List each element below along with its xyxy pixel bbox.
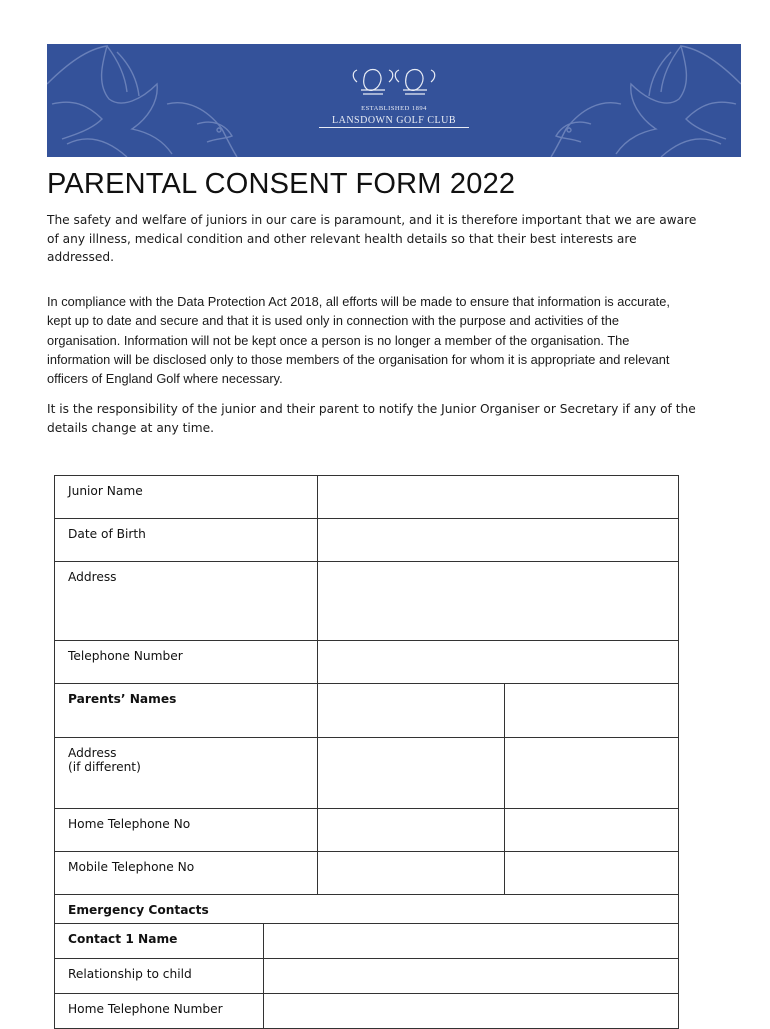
date-of-birth-field[interactable] — [318, 519, 679, 562]
griffin-decoration — [47, 44, 741, 157]
telephone-number-field[interactable] — [318, 641, 679, 684]
consent-form-table — [54, 475, 679, 1029]
established-text: ESTABLISHED 1894 — [361, 105, 427, 112]
relationship-to-child-label: Relationship to child — [55, 959, 264, 994]
junior-name-label: Junior Name — [55, 476, 318, 519]
parent-1-name-field[interactable] — [318, 684, 505, 738]
griffin-left-icon — [47, 46, 237, 157]
parent-1-address-field[interactable] — [318, 738, 505, 809]
page-title: PARENTAL CONSENT FORM 2022 — [47, 168, 516, 200]
club-name: LANSDOWN GOLF CLUB — [332, 115, 456, 126]
parent-2-home-phone-field[interactable] — [505, 809, 679, 852]
table-row — [55, 641, 679, 684]
parent-address-line2: (if different) — [68, 760, 141, 774]
table-row — [55, 959, 679, 994]
table-row — [55, 809, 679, 852]
responsibility-paragraph: It is the responsibility of the junior and their parent to notify the Junior Organiser or Secretary if any of the details change at any time. — [47, 402, 696, 435]
date-of-birth-label: Date of Birth — [55, 519, 318, 562]
welfare-paragraph: The safety and welfare of juniors in our care is paramount, and it is therefore important that we are aware of any illness, medical condition and other relevant health details so that their best interests are addressed. — [47, 213, 697, 264]
table-row — [55, 895, 679, 924]
griffin-right-icon — [551, 46, 741, 157]
home-telephone-number-label: Home Telephone Number — [55, 994, 264, 1029]
address-field[interactable] — [318, 562, 679, 641]
table-row — [55, 738, 679, 809]
contact-1-name-field[interactable] — [264, 924, 679, 959]
home-telephone-number-field[interactable] — [264, 994, 679, 1029]
telephone-number-label: Telephone Number — [55, 641, 318, 684]
mobile-telephone-no-label: Mobile Telephone No — [55, 852, 318, 895]
parent-1-home-phone-field[interactable] — [318, 809, 505, 852]
table-row — [55, 519, 679, 562]
parents-names-label: Parents’ Names — [55, 684, 318, 738]
junior-name-field[interactable] — [318, 476, 679, 519]
address-label: Address — [55, 562, 318, 641]
relationship-to-child-field[interactable] — [264, 959, 679, 994]
parent-2-mobile-field[interactable] — [505, 852, 679, 895]
table-row — [55, 994, 679, 1029]
header-banner — [47, 44, 741, 157]
parent-2-name-field[interactable] — [505, 684, 679, 738]
table-row — [55, 924, 679, 959]
parent-1-mobile-field[interactable] — [318, 852, 505, 895]
table-row — [55, 684, 679, 738]
table-row — [55, 562, 679, 641]
parent-address-label — [55, 738, 318, 809]
parent-2-address-field[interactable] — [505, 738, 679, 809]
contact-1-name-label: Contact 1 Name — [55, 924, 264, 959]
parent-address-line1: Address — [68, 746, 117, 760]
emergency-contacts-heading: Emergency Contacts — [55, 895, 679, 924]
table-row — [55, 852, 679, 895]
data-protection-paragraph: In compliance with the Data Protection Act 2018, all efforts will be made to ensure that information is accurate, kept up to date and secure and that it is used only in connection with the purpose and activities of the organisation. Information will not be kept once a person is no longer a member of the organisation. The information will be disclosed only to those members of the organisation for whom it is appropriate and relevant officers of England Golf where necessary. — [47, 294, 670, 387]
table-row — [55, 476, 679, 519]
home-telephone-no-label: Home Telephone No — [55, 809, 318, 852]
club-name-underline — [319, 127, 469, 128]
crest-icon — [353, 70, 435, 95]
